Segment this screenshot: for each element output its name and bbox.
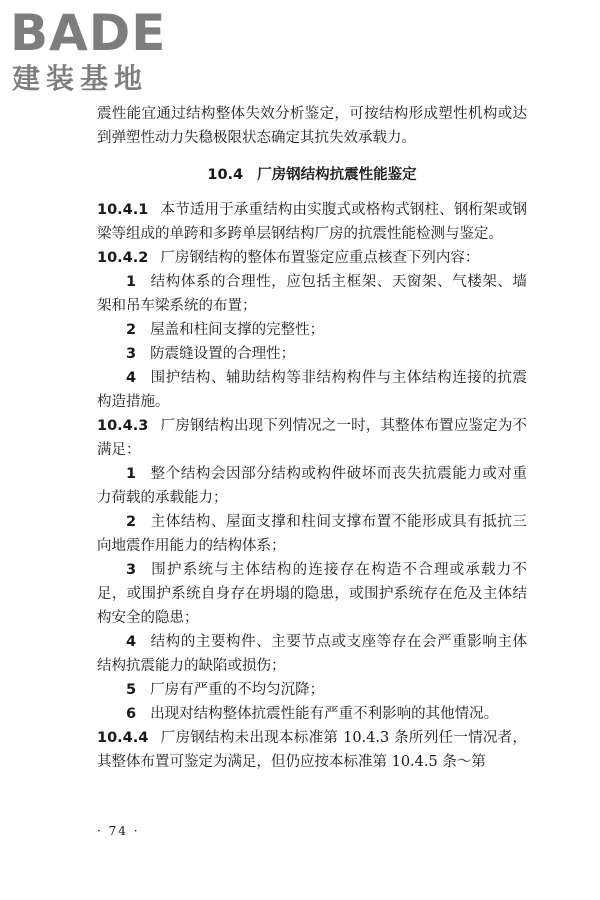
list-item-number: 4 <box>126 370 137 386</box>
list-item-number: 6 <box>126 706 137 722</box>
clause-text: 本节适用于承重结构由实腹式或格构式钢柱、钢桁架或钢梁等组成的单跨和多跨单层钢结构厂房的抗震性能检测与鉴定。 <box>97 202 527 242</box>
list-item-text: 结构体系的合理性，应包括主框架、天窗架、气楼架、墙架和吊车梁系统的布置； <box>97 274 527 314</box>
list-item-number: 3 <box>126 346 137 362</box>
list-item-number: 2 <box>126 514 137 530</box>
list-item-text: 出现对结构整体抗震性能有严重不利影响的其他情况。 <box>150 706 499 722</box>
clause-number: 10.4.3 <box>97 418 149 434</box>
list-item <box>97 558 527 630</box>
clause-10-4-4 <box>97 726 527 774</box>
list-item <box>97 270 527 318</box>
list-item-text: 整个结构会因部分结构或构件破坏而丧失抗震能力或对重力荷载的承载能力； <box>97 466 527 506</box>
clause-10-4-1 <box>97 198 527 246</box>
section-title-text: 厂房钢结构抗震性能鉴定 <box>257 167 417 183</box>
logo-chinese-name: 建装基地 <box>12 62 149 95</box>
logo-wordmark: BADE <box>10 4 167 62</box>
clause-list <box>97 198 527 774</box>
list-item-number: 5 <box>126 682 137 698</box>
list-item-text: 结构的主要构件、主要节点或支座等存在会严重影响主体结构抗震能力的缺陷或损伤； <box>97 634 527 674</box>
clause-10-4-2 <box>97 246 527 270</box>
page-body <box>97 102 527 774</box>
list-item-number: 2 <box>126 322 137 338</box>
list-item-number: 1 <box>126 466 137 482</box>
page-number: · 74 · <box>97 824 140 838</box>
bade-logo <box>10 6 180 96</box>
list-item-text: 主体结构、屋面支撑和柱间支撑布置不能形成具有抵抗三向地震作用能力的结构体系； <box>97 514 527 554</box>
list-item-text: 厂房有严重的不均匀沉降； <box>150 682 325 698</box>
clause-text: 厂房钢结构出现下列情况之一时，其整体布置应鉴定为不满足： <box>97 418 527 458</box>
section-title <box>97 163 527 187</box>
list-item <box>97 318 527 342</box>
list-item-text: 围护系统与主体结构的连接存在构造不合理或承载力不足，或围护系统自身存在坍塌的隐患，或围护系统存在危及主体结构安全的隐患； <box>97 562 527 626</box>
clause-number: 10.4.2 <box>97 250 149 266</box>
list-item-number: 4 <box>126 634 137 650</box>
section-number: 10.4 <box>207 167 244 183</box>
continuation-paragraph: 震性能宜通过结构整体失效分析鉴定，可按结构形成塑性机构或达到弹塑性动力失稳极限状态确定其抗失效承载力。 <box>97 106 527 146</box>
list-item-text: 防震缝设置的合理性； <box>150 346 296 362</box>
clause-text: 厂房钢结构未出现本标准第 10.4.3 条所列任一情况者，其整体布置可鉴定为满足，但仍应按本标准第 10.4.5 条～第 <box>97 730 527 770</box>
clause-10-4-3 <box>97 414 527 462</box>
list-item <box>97 342 527 366</box>
list-item <box>97 462 527 510</box>
list-item-text: 围护结构、辅助结构等非结构构件与主体结构连接的抗震构造措施。 <box>97 370 527 410</box>
list-item-number: 1 <box>126 274 137 290</box>
list-item <box>97 678 527 702</box>
list-item <box>97 702 527 726</box>
list-item <box>97 630 527 678</box>
list-item-number: 3 <box>126 562 137 578</box>
list-item <box>97 366 527 414</box>
list-item-text: 屋盖和柱间支撑的完整性； <box>150 322 325 338</box>
list-item <box>97 510 527 558</box>
clause-number: 10.4.4 <box>97 730 149 746</box>
clause-number: 10.4.1 <box>97 202 149 218</box>
clause-text: 厂房钢结构的整体布置鉴定应重点核查下列内容： <box>160 250 480 266</box>
